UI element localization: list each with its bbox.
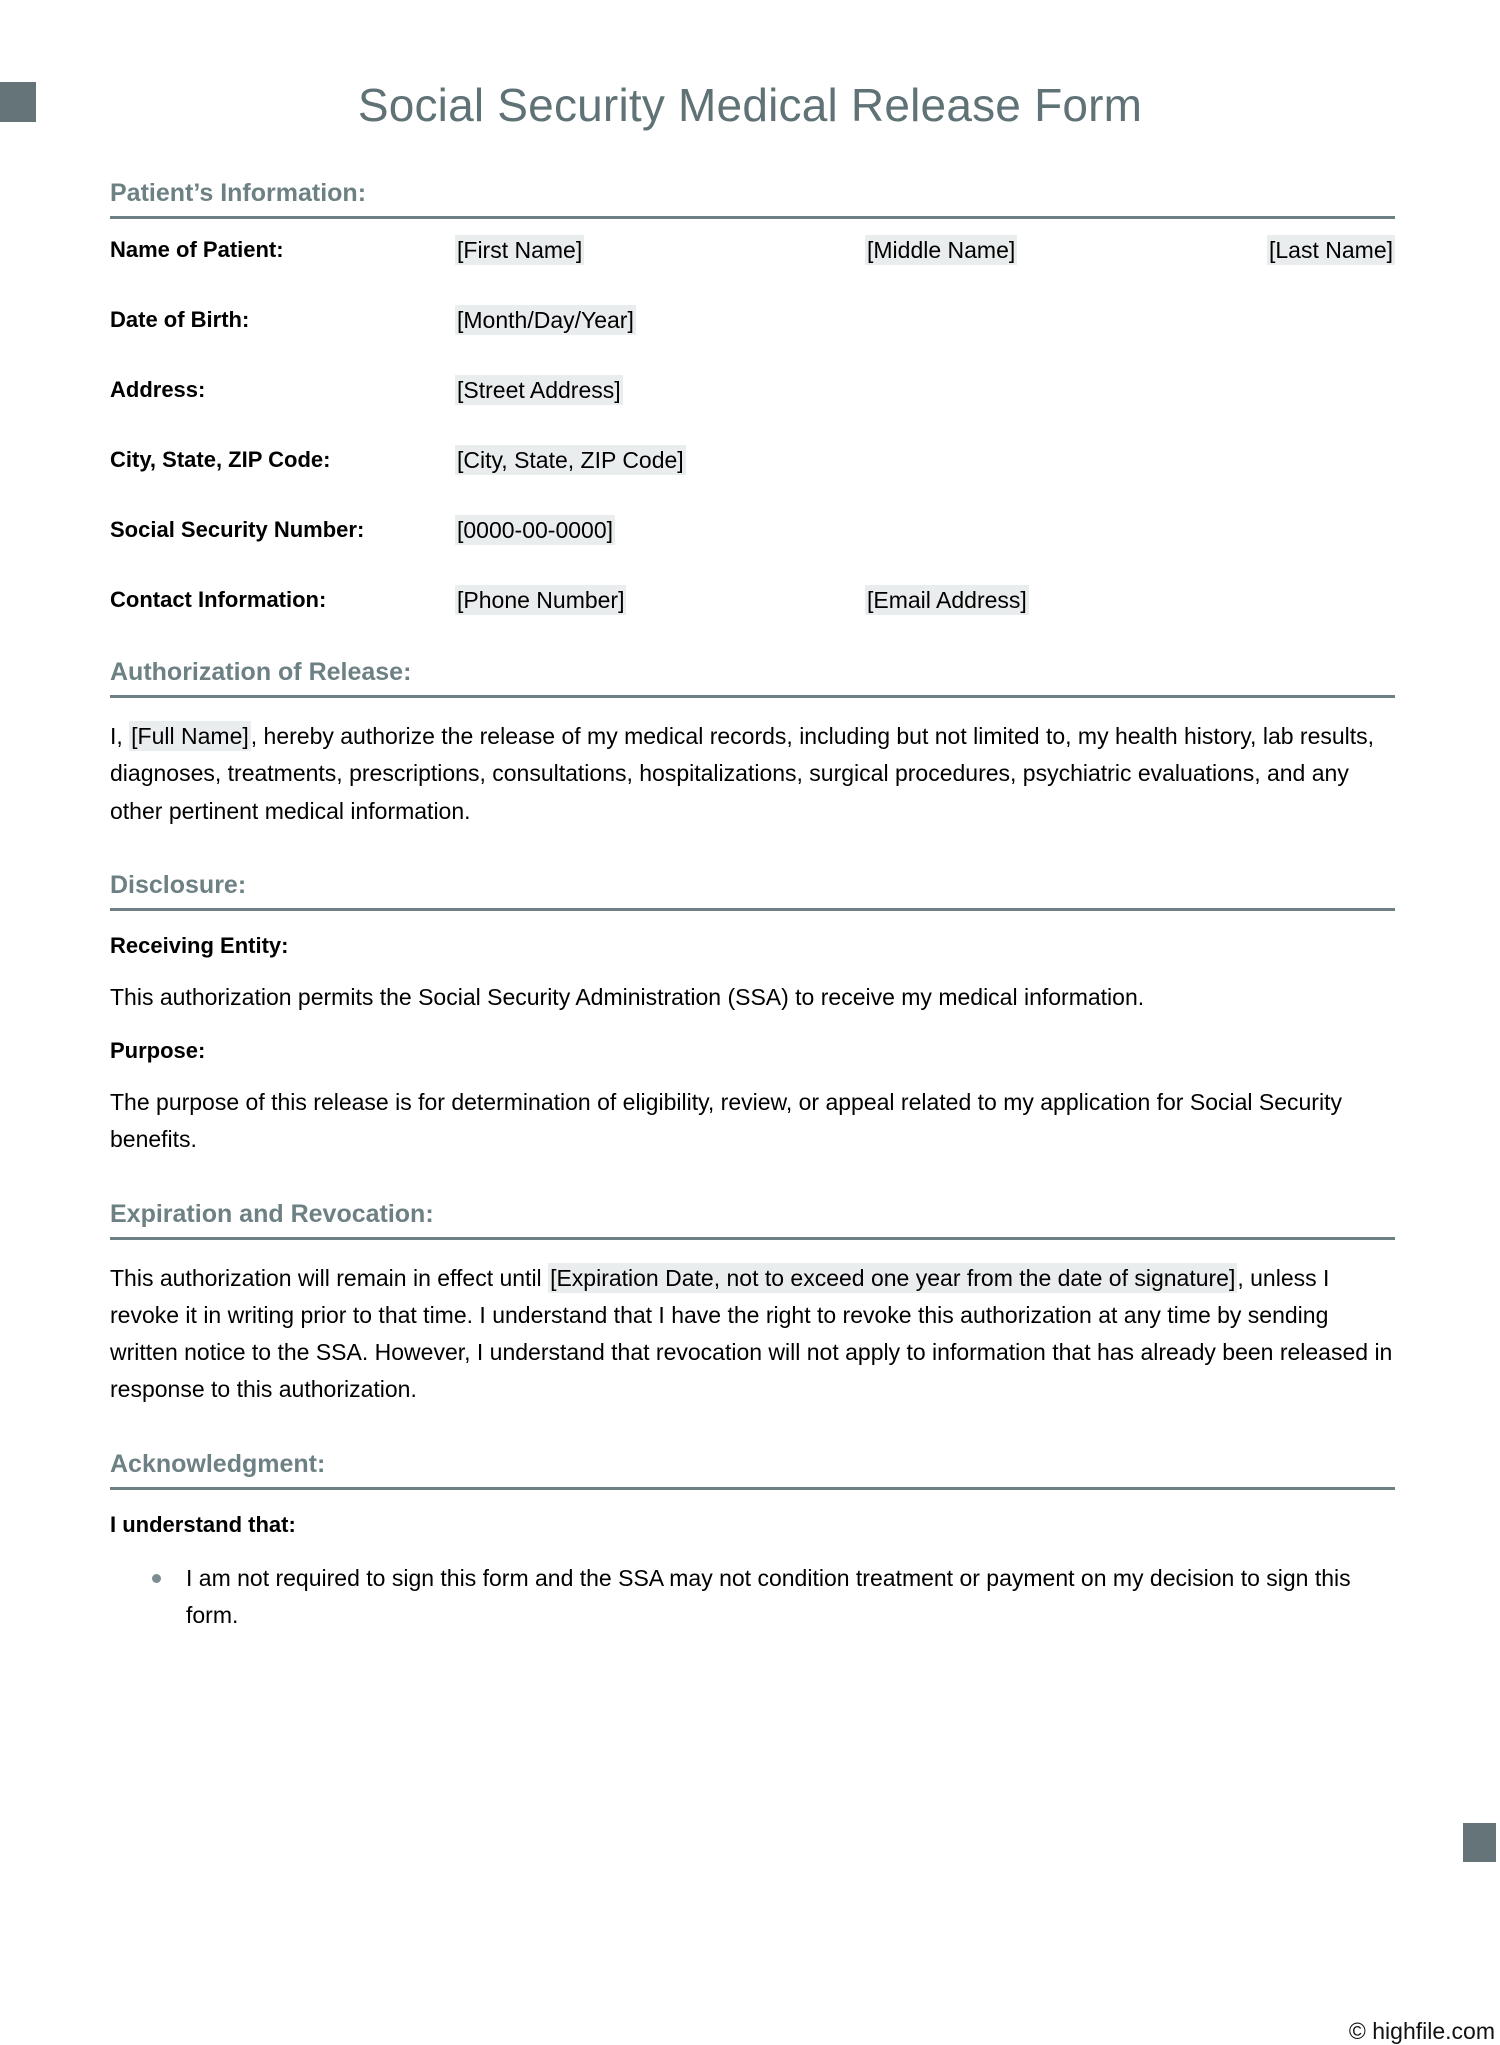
field-value-date-of-birth[interactable]	[455, 307, 636, 334]
section-heading-expiration-and-revocation: Expiration and Revocation:	[110, 1199, 434, 1228]
authorization-prefix: I,	[110, 723, 130, 749]
section-disclosure	[110, 870, 1395, 1159]
full-name-placeholder[interactable]: [Full Name]	[131, 723, 249, 749]
field-value-phone-number[interactable]	[455, 587, 626, 614]
field-label-city-state-zip: City, State, ZIP Code:	[110, 447, 331, 472]
patient-information-fields	[110, 237, 1395, 657]
phone-number-placeholder: [Phone Number]	[457, 587, 625, 613]
section-rule	[110, 1237, 1395, 1240]
decorative-square-bottom-right	[1463, 1823, 1496, 1862]
field-label-address: Address:	[110, 377, 206, 402]
expiration-prefix: This authorization will remain in effect until	[110, 1264, 549, 1291]
city-state-zip-placeholder: [City, State, ZIP Code]	[457, 447, 684, 473]
section-heading-authorization-of-release: Authorization of Release:	[110, 658, 412, 686]
date-of-birth-placeholder: [Month/Day/Year]	[457, 307, 634, 333]
field-value-email-address[interactable]	[865, 587, 1029, 614]
authorization-paragraph	[110, 718, 1395, 830]
authorization-suffix: , hereby authorize the release of my medical records, including but not limited to, my health history, lab results, diagnoses, treatments, prescriptions, consultations, hospitalizations, surgical procedures, psychiatric evaluations, and any other pertinent medical information.	[110, 723, 1375, 824]
sub-label-purpose: Purpose:	[110, 1038, 206, 1063]
section-authorization-of-release	[110, 657, 1395, 830]
section-acknowledgment	[110, 1449, 1395, 1635]
page-title: Social Security Medical Release Form	[357, 79, 1143, 131]
spacer	[110, 1159, 1395, 1199]
spacer	[110, 830, 1395, 870]
field-value-first-name[interactable]	[455, 237, 584, 264]
receiving-entity-text: This authorization permits the Social Security Administration (SSA) to receive my medical information.	[110, 983, 1145, 1010]
expiration-suffix: , unless I revoke it in writing prior to that time. I understand that I have the right to revoke this authorization at any time by sending written notice to the SSA. However, I understand that revocation will not apply to information that has already been released in response to this authorization.	[110, 1264, 1393, 1403]
first-name-placeholder: [First Name]	[457, 237, 583, 263]
field-row-contact-information	[110, 587, 1395, 657]
section-heading-acknowledgment: Acknowledgment:	[110, 1449, 326, 1478]
spacer	[110, 1409, 1395, 1449]
section-rule	[110, 1487, 1395, 1490]
footer-copyright: © highfile.com	[1348, 2018, 1495, 2044]
address-placeholder: [Street Address]	[457, 377, 621, 403]
list-item	[110, 1560, 1395, 1635]
field-value-middle-name[interactable]	[865, 237, 1017, 264]
field-row-date-of-birth	[110, 307, 1395, 377]
field-value-city-state-zip[interactable]	[455, 447, 686, 474]
expiration-date-placeholder[interactable]: [Expiration Date, not to exceed one year from the date of signature]	[550, 1264, 1236, 1291]
field-row-address	[110, 377, 1395, 447]
section-expiration-and-revocation	[110, 1199, 1395, 1409]
email-address-placeholder: [Email Address]	[867, 587, 1027, 613]
section-rule	[110, 908, 1395, 911]
field-label-social-security-number: Social Security Number:	[110, 517, 365, 542]
purpose-text: The purpose of this release is for determination of eligibility, review, or appeal related to my application for Social Security benefits.	[110, 1089, 1342, 1153]
field-row-city-state-zip	[110, 447, 1395, 517]
bullet-dot-icon	[152, 1574, 161, 1583]
document-content	[110, 178, 1495, 2044]
expiration-paragraph	[110, 1260, 1395, 1409]
sub-label-receiving-entity: Receiving Entity:	[110, 932, 289, 958]
sub-label-i-understand-that: I understand that:	[110, 1511, 296, 1537]
field-value-social-security-number[interactable]	[455, 517, 615, 544]
acknowledgment-bullet-list	[110, 1560, 1395, 1635]
section-heading-disclosure: Disclosure:	[110, 870, 247, 899]
field-value-last-name[interactable]	[1267, 237, 1395, 264]
field-value-address[interactable]	[455, 377, 623, 404]
middle-name-placeholder: [Middle Name]	[867, 237, 1016, 263]
section-rule	[110, 216, 1395, 219]
last-name-placeholder: [Last Name]	[1269, 237, 1393, 263]
list-item-text: I am not required to sign this form and the SSA may not condition treatment or payment on my decision to sign this form.	[186, 1564, 1351, 1628]
field-label-date-of-birth: Date of Birth:	[110, 307, 250, 332]
field-label-contact-information: Contact Information:	[110, 587, 327, 612]
field-row-social-security-number	[110, 517, 1395, 587]
field-label-name-of-patient: Name of Patient:	[110, 237, 284, 262]
section-patient-information	[110, 178, 1395, 657]
section-heading-patient-information: Patient’s Information:	[110, 179, 367, 207]
social-security-number-placeholder: [0000-00-0000]	[457, 517, 614, 543]
field-row-name-of-patient	[110, 237, 1395, 307]
section-rule	[110, 695, 1395, 698]
